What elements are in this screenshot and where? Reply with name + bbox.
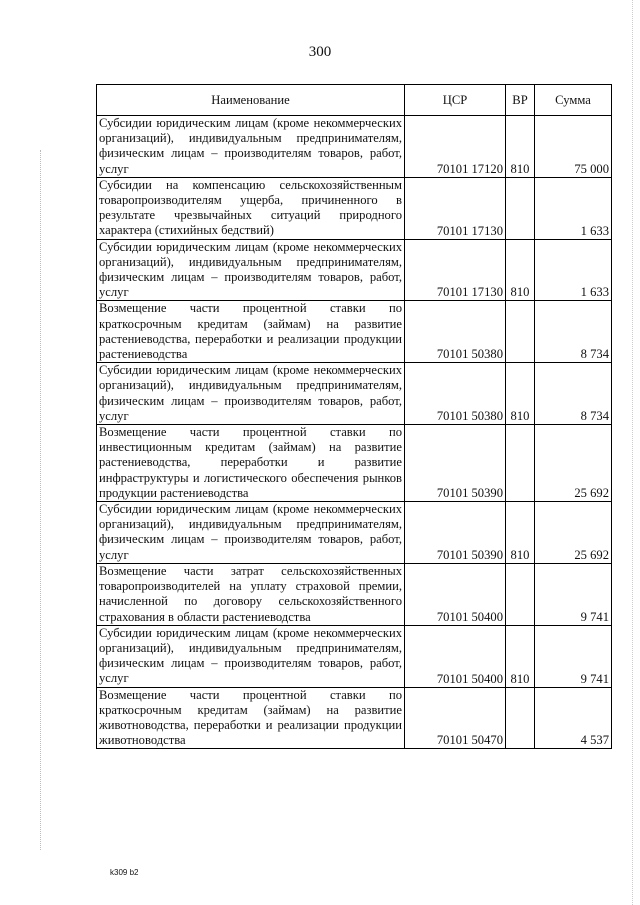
header-name: Наименование bbox=[97, 85, 405, 116]
scan-edge bbox=[632, 0, 635, 905]
row-name: Субсидии юридическим лицам (кроме некоммерческих организаций), индивидуальным предпринимателям, физическим лицам – производителям товаров, работ, услуг bbox=[97, 363, 405, 425]
header-sum: Сумма bbox=[535, 85, 612, 116]
row-vr bbox=[506, 301, 535, 363]
budget-table bbox=[96, 84, 612, 749]
row-vr: 810 bbox=[506, 363, 535, 425]
row-sum: 25 692 bbox=[535, 425, 612, 502]
header-vr: ВР bbox=[506, 85, 535, 116]
row-name: Возмещение части процентной ставки по инвестиционным кредитам (займам) на развитие растениеводства, переработки и развитие инфраструктуры и логистического обеспечения рынков продукции растениеводства bbox=[97, 425, 405, 502]
table-row bbox=[97, 301, 612, 363]
row-name: Возмещение части процентной ставки по краткосрочным кредитам (займам) на развитие животноводства, переработки и реализации продукции животноводства bbox=[97, 687, 405, 749]
row-vr bbox=[506, 687, 535, 749]
row-name: Субсидии на компенсацию сельскохозяйственным товаропроизводителям ущерба, причиненного в результате чрезвычайных ситуаций природного характера (стихийных бедствий) bbox=[97, 177, 405, 239]
row-vr: 810 bbox=[506, 239, 535, 301]
row-name: Субсидии юридическим лицам (кроме некоммерческих организаций), индивидуальным предпринимателям, физическим лицам – производителям товаров, работ, услуг bbox=[97, 625, 405, 687]
row-csr: 70101 17130 bbox=[405, 239, 506, 301]
row-sum: 25 692 bbox=[535, 502, 612, 564]
header-csr: ЦСР bbox=[405, 85, 506, 116]
table-row bbox=[97, 239, 612, 301]
row-vr bbox=[506, 563, 535, 625]
footer-code: k309 b2 bbox=[110, 868, 139, 877]
row-vr bbox=[506, 177, 535, 239]
table-header bbox=[97, 85, 612, 116]
table-row bbox=[97, 687, 612, 749]
row-sum: 4 537 bbox=[535, 687, 612, 749]
table-row bbox=[97, 177, 612, 239]
row-csr: 70101 50470 bbox=[405, 687, 506, 749]
table-row bbox=[97, 502, 612, 564]
page-number: 300 bbox=[308, 44, 332, 60]
row-sum: 8 734 bbox=[535, 301, 612, 363]
row-sum: 9 741 bbox=[535, 563, 612, 625]
table-row bbox=[97, 625, 612, 687]
row-name: Субсидии юридическим лицам (кроме некоммерческих организаций), индивидуальным предпринимателям, физическим лицам – производителям товаров, работ, услуг bbox=[97, 116, 405, 178]
header-row bbox=[97, 85, 612, 116]
table-row bbox=[97, 116, 612, 178]
row-name: Возмещение части процентной ставки по краткосрочным кредитам (займам) на развитие растениеводства, переработки и реализации продукции растениеводства bbox=[97, 301, 405, 363]
row-csr: 70101 17130 bbox=[405, 177, 506, 239]
row-csr: 70101 50390 bbox=[405, 425, 506, 502]
row-csr: 70101 50380 bbox=[405, 363, 506, 425]
row-csr: 70101 17120 bbox=[405, 116, 506, 178]
table-body bbox=[97, 116, 612, 749]
row-name: Возмещение части затрат сельскохозяйственных товаропроизводителей на уплату страховой премии, начисленной по договору сельскохозяйственного страхования в области растениеводства bbox=[97, 563, 405, 625]
row-vr bbox=[506, 425, 535, 502]
table-row bbox=[97, 563, 612, 625]
scan-margin-marks bbox=[40, 150, 42, 850]
row-name: Субсидии юридическим лицам (кроме некоммерческих организаций), индивидуальным предпринимателям, физическим лицам – производителям товаров, работ, услуг bbox=[97, 502, 405, 564]
row-csr: 70101 50390 bbox=[405, 502, 506, 564]
row-sum: 75 000 bbox=[535, 116, 612, 178]
table-row bbox=[97, 425, 612, 502]
row-vr: 810 bbox=[506, 625, 535, 687]
row-sum: 1 633 bbox=[535, 239, 612, 301]
row-name: Субсидии юридическим лицам (кроме некоммерческих организаций), индивидуальным предпринимателям, физическим лицам – производителям товаров, работ, услуг bbox=[97, 239, 405, 301]
row-csr: 70101 50400 bbox=[405, 625, 506, 687]
row-sum: 9 741 bbox=[535, 625, 612, 687]
table-row bbox=[97, 363, 612, 425]
row-csr: 70101 50380 bbox=[405, 301, 506, 363]
row-csr: 70101 50400 bbox=[405, 563, 506, 625]
row-vr: 810 bbox=[506, 116, 535, 178]
row-sum: 8 734 bbox=[535, 363, 612, 425]
row-sum: 1 633 bbox=[535, 177, 612, 239]
row-vr: 810 bbox=[506, 502, 535, 564]
